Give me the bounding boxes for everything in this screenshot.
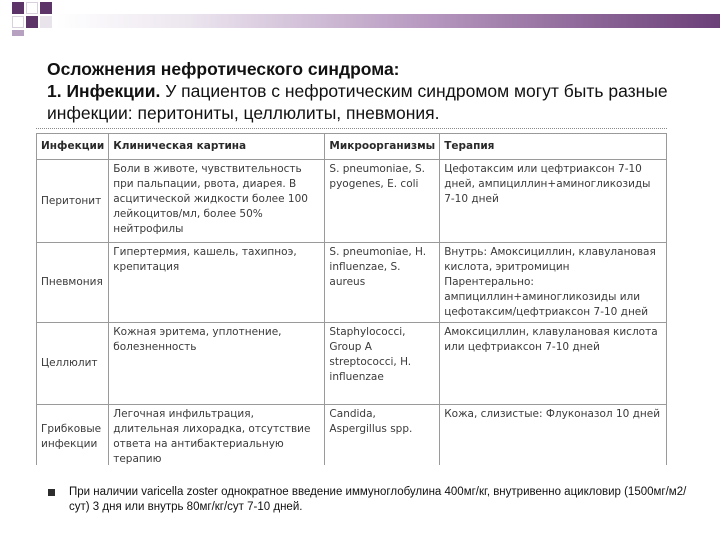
infection-table-image <box>36 128 667 465</box>
cell-clinical: Гипертермия, кашель, тахипноэ, крепитация <box>109 243 325 323</box>
slide-title-block <box>47 58 687 124</box>
cell-clinical: Кожная эритема, уплотнение, болезненность <box>109 323 325 405</box>
cell-organisms: Candida, Aspergillus spp. <box>325 405 440 466</box>
cell-therapy: Внутрь: Амоксициллин, клавулановая кислота, эритромицин Парентерально: ампициллин+аминогликозиды или цефотаксим/цефтриаксон 7-10 дней <box>440 243 667 323</box>
table-row <box>37 243 667 323</box>
cell-infection: Грибковые инфекции <box>37 405 109 466</box>
header-organisms: Микроорганизмы <box>325 134 440 160</box>
bullet-marker-icon <box>48 489 55 496</box>
cell-therapy: Кожа, слизистые: Флуконазол 10 дней <box>440 405 667 466</box>
decor-square <box>12 30 24 36</box>
table-row <box>37 323 667 405</box>
cell-organisms: S. pneumoniae, H. influenzae, S. aureus <box>325 243 440 323</box>
decor-square <box>26 16 38 28</box>
infection-table <box>36 133 667 465</box>
bullet-text: При наличии varicella zoster однократное введение иммуноглобулина 400мг/кг, внутривенно ацикловир (1500мг/м2/сут) 3 дня или внутрь 80мг/кг/сут 7-10 дней. <box>69 486 687 513</box>
cell-infection: Целлюлит <box>37 323 109 405</box>
intro-text: У пациентов с нефротическим синдромом могут быть разные инфекции: перитониты, целлюлиты, пневмония. <box>47 81 668 123</box>
decor-square <box>40 2 52 14</box>
decor-square <box>12 2 24 14</box>
cell-clinical: Легочная инфильтрация, длительная лихорадка, отсутствие ответа на антибактериальную терапию <box>109 405 325 466</box>
bullet-note <box>47 485 687 515</box>
slide-heading: Осложнения нефротического синдрома: <box>47 59 400 79</box>
gradient-bar <box>56 14 720 28</box>
cell-organisms: Staphylococci, Group A streptococci, H. influenzae <box>325 323 440 405</box>
decor-square <box>12 16 24 28</box>
cell-clinical: Боли в животе, чувствительность при пальпации, рвота, диарея. В асцитической жидкости более 100 лейкоцитов/мл, более 50% нейтрофилы <box>109 160 325 243</box>
table-row <box>37 405 667 466</box>
decorative-header-band <box>0 0 720 40</box>
decor-square <box>40 16 52 28</box>
table-crop-edge <box>36 128 667 131</box>
cell-therapy: Цефотаксим или цефтриаксон 7-10 дней, ампициллин+аминогликозиды 7-10 дней <box>440 160 667 243</box>
cell-therapy: Амоксициллин, клавулановая кислота или цефтриаксон 7-10 дней <box>440 323 667 405</box>
header-infection: Инфекции <box>37 134 109 160</box>
cell-organisms: S. pneumoniae, S. pyogenes, E. coli <box>325 160 440 243</box>
cell-infection: Пневмония <box>37 243 109 323</box>
intro-number: 1. Инфекции. <box>47 81 161 101</box>
header-therapy: Терапия <box>440 134 667 160</box>
table-header-row <box>37 134 667 160</box>
decor-square <box>26 2 38 14</box>
header-clinical: Клиническая картина <box>109 134 325 160</box>
table-row <box>37 160 667 243</box>
cell-infection: Перитонит <box>37 160 109 243</box>
